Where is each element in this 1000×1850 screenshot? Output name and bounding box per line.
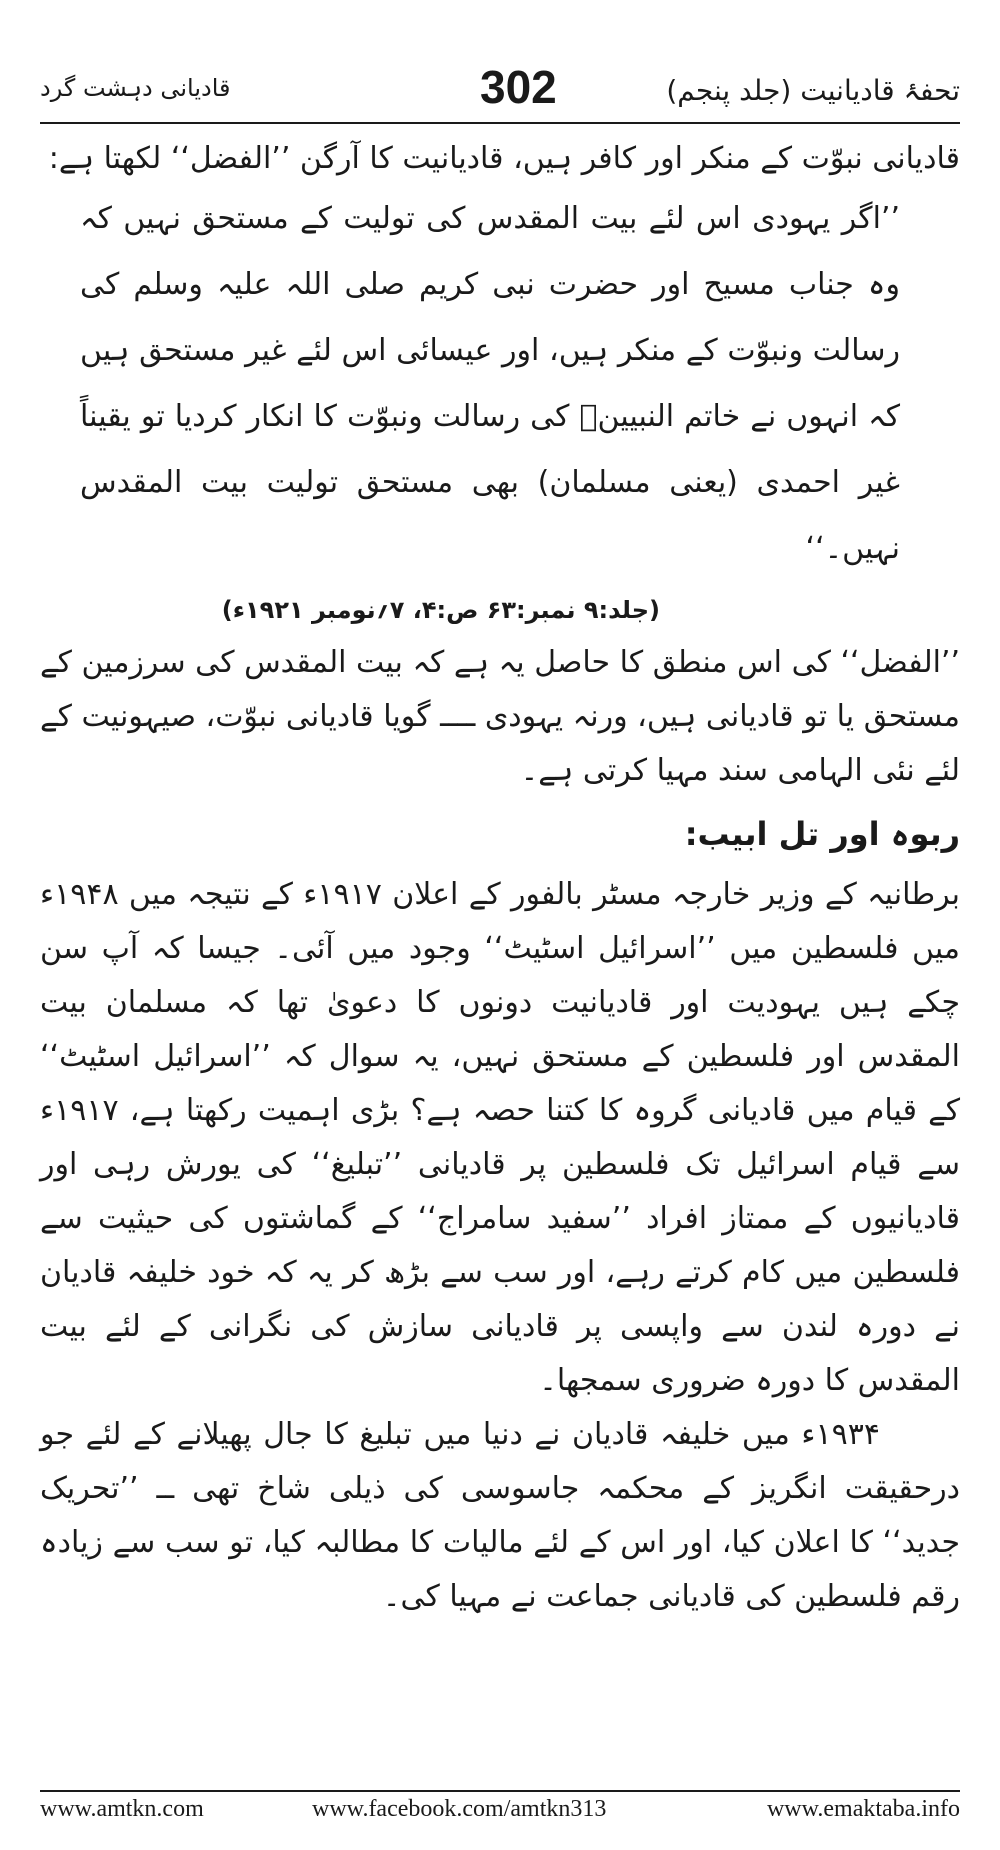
footer-link-amtkn[interactable]: www.amtkn.com: [40, 1796, 204, 1822]
paragraph-1: ’’الفضل‘‘ کی اس منطق کا حاصل یہ ہے کہ بیت المقدس کی سرزمین کے مستحق یا تو قادیانی ہیں، ورنہ یہودی ــــ گویا قادیانی نبوّت، صیہونیت کے لئے نئی الہامی سند مہیا کرتی ہے۔: [40, 645, 960, 788]
paragraph-3: ۱۹۳۴ء میں خلیفہ قادیان نے دنیا میں تبلیغ کا جال پھیلانے کے لئے جو درحقیقت انگریز کے محکمہ جاسوسی کی ذیلی شاخ تھی ــ ’’تحریک جدید‘‘ کا اعلان کیا، اور اس کے لئے مالیات کا مطالبہ کیا، تو سب سے زیادہ رقم فلسطین کی قادیانی جماعت نے مہیا کی۔: [40, 1417, 960, 1614]
book-title: تحفۂ قادیانیت (جلد پنجم): [666, 74, 960, 107]
header-divider: [40, 122, 960, 124]
quotation: ’’اگر یہودی اس لئے بیت المقدس کی تولیت کے مستحق نہیں کہ وہ جناب مسیح اور حضرت نبی کریم صلی اللہ علیہ وسلم کی رسالت ونبوّت کے منکر ہیں، اور عیسائی اس لئے غیر مستحق ہیں کہ انہوں نے خاتم النبیینؐ کی رسالت ونبوّت کا انکار کردیا تو یقیناً غیر احمدی (یعنی مسلمان) بھی مستحق تولیت بیت المقدس نہیں۔‘‘: [80, 201, 900, 566]
footer-divider: [40, 1790, 960, 1792]
footer-link-facebook[interactable]: www.facebook.com/amtkn313: [312, 1796, 607, 1822]
page-number: 302: [480, 61, 557, 113]
page-body: [40, 132, 960, 1624]
chapter-title: قادیانی دہشت گرد: [40, 74, 231, 102]
page-footer: [40, 1796, 960, 1836]
citation: (جلد:۹ نمبر:۶۳ ص:۴، ۷؍نومبر ۱۹۲۱ء): [221, 596, 660, 624]
intro-paragraph: قادیانی نبوّت کے منکر اور کافر ہیں، قادیانیت کا آرگن ’’الفضل‘‘ لکھتا ہے:: [48, 141, 960, 176]
footer-link-emaktaba[interactable]: www.emaktaba.info: [766, 1796, 960, 1822]
paragraph-2: برطانیہ کے وزیر خارجہ مسٹر بالفور کے اعلان ۱۹۱۷ء کے نتیجہ میں ۱۹۴۸ء میں فلسطین میں ’’اسرائیل اسٹیٹ‘‘ وجود میں آئی۔ جیسا کہ آپ سن چکے ہیں یہودیت اور قادیانیت دونوں کا دعویٰ تھا کہ مسلمان بیت المقدس اور فلسطین کے مستحق نہیں، یہ سوال کہ ’’اسرائیل اسٹیٹ‘‘ کے قیام میں قادیانی گروہ کا کتنا حصہ ہے؟ بڑی اہمیت رکھتا ہے، ۱۹۱۷ء سے قیام اسرائیل تک فلسطین پر قادیانی ’’تبلیغ‘‘ کی یورش رہی اور قادیانیوں کے ممتاز افراد ’’سفید سامراج‘‘ کے گماشتوں کی حیثیت سے فلسطین میں کام کرتے رہے، اور سب سے بڑھ کر یہ کہ خود خلیفہ قادیان نے دورہ لندن سے واپسی پر قادیانی سازش کی نگرانی کے لئے بیت المقدس کا دورہ ضروری سمجھا۔: [40, 877, 960, 1398]
section-heading: ربوہ اور تل ابیب:: [684, 815, 960, 853]
page-header: [40, 60, 960, 120]
